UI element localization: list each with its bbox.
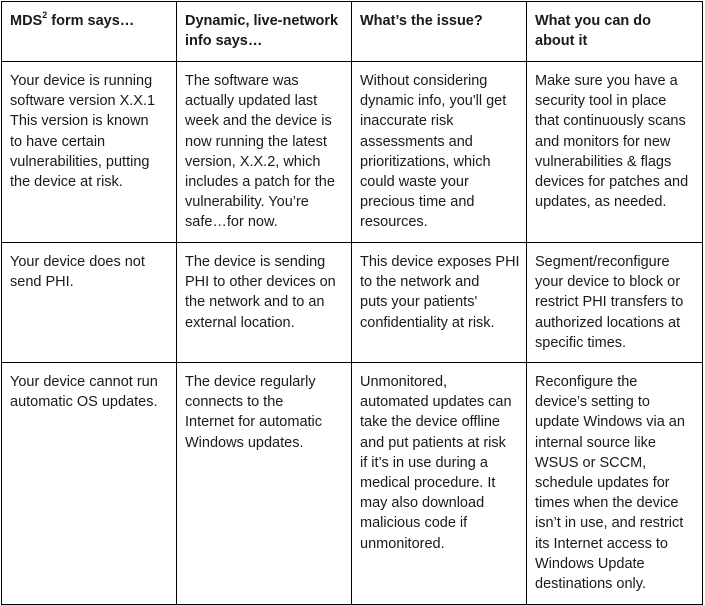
cell-text-line: and monitors for new	[535, 133, 671, 150]
cell-text-line: if it’s in use during a	[360, 454, 488, 471]
table-cell	[177, 363, 352, 605]
cell-text-line: connects to the	[185, 394, 284, 411]
table-cell	[352, 62, 527, 243]
cell-text-line: now running the latest	[185, 133, 327, 150]
cell-text-line: external location.	[185, 314, 295, 331]
cell-text-line: automatic OS updates.	[10, 394, 158, 411]
table-cell	[352, 363, 527, 605]
table-row	[2, 62, 703, 243]
table-cell	[2, 62, 177, 243]
table-cell	[527, 363, 703, 605]
cell-text-line: send PHI.	[10, 274, 74, 291]
cell-text-line: What’s the issue?	[360, 13, 483, 29]
cell-text-line: Your device does not	[10, 254, 145, 270]
cell-text-line: Windows updates.	[185, 434, 304, 451]
cell-text-line: assessments and	[360, 133, 473, 150]
cell-text-line: that continuously scans	[535, 113, 686, 130]
cell-text-line: malicious code if	[360, 515, 468, 532]
header-what-to-do	[527, 2, 703, 62]
cell-text-line: its Internet access to	[535, 535, 668, 552]
cell-text-line: security tool in place	[535, 93, 667, 110]
header-row	[2, 2, 703, 62]
cell-text-line: authorized locations at	[535, 314, 681, 331]
cell-text-line: WSUS or SCCM,	[535, 454, 647, 471]
cell-text-line: precious time and	[360, 194, 475, 211]
cell-text-line: dynamic info, you'll get	[360, 93, 507, 110]
comparison-table	[1, 1, 703, 605]
cell-text-line: vulnerability. You’re	[185, 194, 309, 211]
cell-text-line: medical procedure. It	[360, 475, 496, 492]
table-cell	[527, 62, 703, 243]
cell-text-line: This version is known	[10, 113, 149, 130]
table-cell	[177, 243, 352, 363]
cell-text-line: restrict PHI transfers to	[535, 294, 684, 311]
cell-text-line: updates, as needed.	[535, 194, 667, 211]
header-mds2-form	[2, 2, 177, 62]
header-mds-text: MDS	[10, 13, 43, 29]
cell-text-line: Without considering	[360, 73, 488, 89]
table-cell	[2, 363, 177, 605]
header-superscript: 2	[42, 10, 48, 21]
cell-text-line: version, X.X.2, which	[185, 153, 321, 170]
cell-text-line: may also download	[360, 495, 485, 512]
cell-text-line: vulnerabilities & flags	[535, 153, 672, 170]
cell-text-line: software version X.X.1	[10, 93, 156, 110]
cell-text-line: isn’t in use, and restrict	[535, 515, 684, 532]
cell-text-line: The software was	[185, 73, 299, 89]
cell-text-line: Your device cannot run	[10, 374, 158, 390]
table-row	[2, 363, 703, 605]
cell-text-line: Unmonitored,	[360, 374, 448, 390]
cell-text-line: about it	[535, 33, 588, 50]
cell-text-line: Windows Update	[535, 555, 645, 572]
cell-text-line: automated updates can	[360, 394, 512, 411]
cell-text-line: What you can do	[535, 13, 651, 29]
cell-text-line: Segment/reconfigure	[535, 254, 670, 270]
cell-text-line: Your device is running	[10, 73, 153, 89]
cell-text-line: destinations only.	[535, 576, 646, 593]
cell-text-line: internal source like	[535, 434, 656, 451]
cell-text-line: times when the device	[535, 495, 679, 512]
header-issue	[352, 2, 527, 62]
table-cell	[352, 243, 527, 363]
table-cell	[2, 243, 177, 363]
cell-text-line: resources.	[360, 214, 428, 231]
header-form-says-text: form says…	[47, 13, 135, 29]
table-cell	[177, 62, 352, 243]
cell-text-line: the device at risk.	[10, 174, 123, 191]
cell-text-line: vulnerabilities, putting	[10, 153, 150, 170]
table-cell	[527, 243, 703, 363]
cell-text-line: Internet for automatic	[185, 414, 323, 431]
cell-text-line: The device regularly	[185, 374, 316, 390]
header-dynamic-info	[177, 2, 352, 62]
cell-text-line: and put patients at risk	[360, 434, 506, 451]
cell-text-line: This device exposes PHI	[360, 254, 520, 270]
cell-text-line: The device is sending	[185, 254, 326, 270]
cell-text-line: devices for patches and	[535, 174, 689, 191]
cell-text-line: inaccurate risk	[360, 113, 454, 130]
cell-text-line: prioritizations, which	[360, 153, 491, 170]
cell-text-line: Reconfigure the	[535, 374, 638, 390]
cell-text-line: includes a patch for the	[185, 174, 335, 191]
cell-text-line: safe…for now.	[185, 214, 278, 231]
cell-text-line: update Windows via an	[535, 414, 685, 431]
cell-text-line: actually updated last	[185, 93, 318, 110]
cell-text-line: device’s setting to	[535, 394, 650, 411]
cell-text-line: to have certain	[10, 133, 106, 150]
cell-text-line: PHI to other devices on	[185, 274, 336, 291]
cell-text-line: confidentiality at risk.	[360, 314, 495, 331]
cell-text-line: Dynamic, live-network	[185, 13, 339, 29]
cell-text-line: specific times.	[535, 334, 627, 351]
cell-text-line: info says…	[185, 33, 263, 50]
cell-text-line: week and the device is	[185, 113, 332, 130]
cell-text-line: the network and to an	[185, 294, 325, 311]
cell-text-line: Make sure you have a	[535, 73, 678, 89]
cell-text-line: your device to block or	[535, 274, 681, 291]
table-row	[2, 243, 703, 363]
cell-text-line: schedule updates for	[535, 475, 670, 492]
cell-text-line: could waste your	[360, 174, 469, 191]
cell-text-line: unmonitored.	[360, 535, 445, 552]
cell-text-line: to the network and	[360, 274, 480, 291]
cell-text-line: take the device offline	[360, 414, 500, 431]
cell-text-line: puts your patients'	[360, 294, 478, 311]
